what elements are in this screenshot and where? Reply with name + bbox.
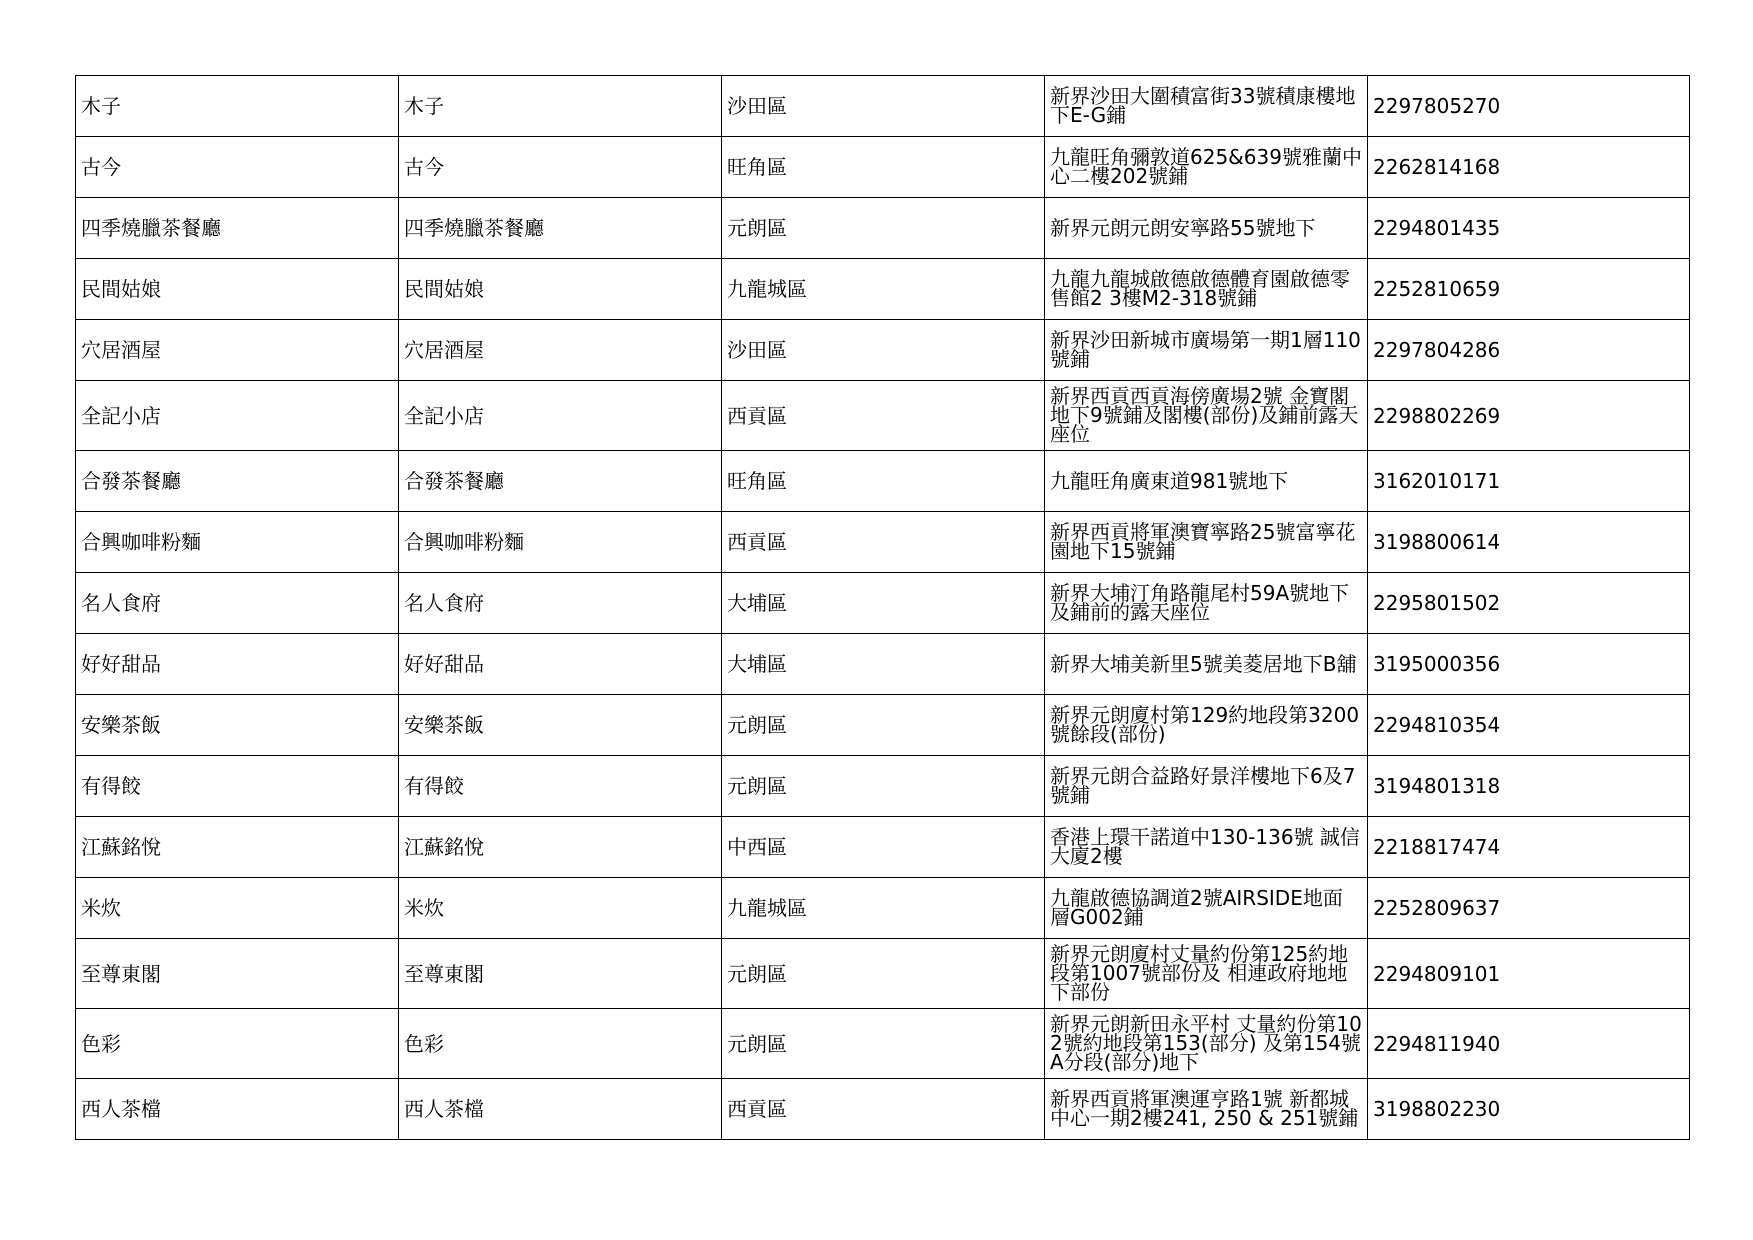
- district-cell: 九龍城區: [722, 259, 1045, 320]
- restaurant-name-alt-cell: 木子: [399, 76, 722, 137]
- phone-cell: 2295801502: [1368, 573, 1690, 634]
- restaurant-name-cell: 全記小店: [76, 381, 399, 451]
- address-cell: 新界元朗新田永平村 丈量約份第102號約地段第153(部分) 及第154號A分段(部分)地下: [1045, 1009, 1368, 1079]
- restaurant-name-alt-cell: 西人茶檔: [399, 1079, 722, 1140]
- restaurant-name-alt-cell: 合發茶餐廳: [399, 451, 722, 512]
- address-cell: 九龍啟德協調道2號AIRSIDE地面層G002鋪: [1045, 878, 1368, 939]
- restaurant-name-cell: 穴居酒屋: [76, 320, 399, 381]
- district-cell: 西貢區: [722, 381, 1045, 451]
- phone-cell: 2294811940: [1368, 1009, 1690, 1079]
- phone-cell: 2298802269: [1368, 381, 1690, 451]
- restaurant-name-cell: 名人食府: [76, 573, 399, 634]
- restaurant-name-alt-cell: 四季燒臘茶餐廳: [399, 198, 722, 259]
- address-cell: 新界大埔美新里5號美菱居地下B舖: [1045, 634, 1368, 695]
- table-row: [76, 817, 1690, 878]
- table-row: [76, 198, 1690, 259]
- table-row: [76, 695, 1690, 756]
- restaurant-name-alt-cell: 古今: [399, 137, 722, 198]
- district-cell: 大埔區: [722, 573, 1045, 634]
- restaurant-name-alt-cell: 民間姑娘: [399, 259, 722, 320]
- address-cell: 新界西貢將軍澳寶寧路25號富寧花園地下15號鋪: [1045, 512, 1368, 573]
- table-row: [76, 137, 1690, 198]
- district-cell: 元朗區: [722, 939, 1045, 1009]
- district-cell: 旺角區: [722, 451, 1045, 512]
- phone-cell: 3195000356: [1368, 634, 1690, 695]
- restaurant-name-cell: 至尊東閣: [76, 939, 399, 1009]
- district-cell: 西貢區: [722, 1079, 1045, 1140]
- restaurant-name-alt-cell: 江蘇銘悅: [399, 817, 722, 878]
- restaurant-name-cell: 西人茶檔: [76, 1079, 399, 1140]
- district-cell: 元朗區: [722, 1009, 1045, 1079]
- restaurant-name-cell: 好好甜品: [76, 634, 399, 695]
- restaurant-name-cell: 江蘇銘悅: [76, 817, 399, 878]
- restaurant-table: [75, 75, 1690, 1140]
- table-row: [76, 320, 1690, 381]
- restaurant-name-cell: 安樂茶飯: [76, 695, 399, 756]
- address-cell: 新界元朗元朗安寧路55號地下: [1045, 198, 1368, 259]
- district-cell: 元朗區: [722, 198, 1045, 259]
- address-cell: 新界沙田新城市廣場第一期1層110號鋪: [1045, 320, 1368, 381]
- address-cell: 新界元朗廈村第129約地段第3200號餘段(部份): [1045, 695, 1368, 756]
- restaurant-name-alt-cell: 至尊東閣: [399, 939, 722, 1009]
- restaurant-name-cell: 米炊: [76, 878, 399, 939]
- restaurant-name-cell: 木子: [76, 76, 399, 137]
- table-body: [76, 76, 1690, 1140]
- restaurant-name-alt-cell: 安樂茶飯: [399, 695, 722, 756]
- restaurant-name-cell: 色彩: [76, 1009, 399, 1079]
- district-cell: 西貢區: [722, 512, 1045, 573]
- restaurant-name-cell: 四季燒臘茶餐廳: [76, 198, 399, 259]
- table-row: [76, 259, 1690, 320]
- restaurant-name-alt-cell: 穴居酒屋: [399, 320, 722, 381]
- phone-cell: 3198802230: [1368, 1079, 1690, 1140]
- restaurant-name-alt-cell: 全記小店: [399, 381, 722, 451]
- table-row: [76, 756, 1690, 817]
- phone-cell: 3194801318: [1368, 756, 1690, 817]
- district-cell: 沙田區: [722, 76, 1045, 137]
- table-row: [76, 76, 1690, 137]
- district-cell: 元朗區: [722, 756, 1045, 817]
- district-cell: 元朗區: [722, 695, 1045, 756]
- restaurant-name-cell: 合發茶餐廳: [76, 451, 399, 512]
- phone-cell: 2297805270: [1368, 76, 1690, 137]
- district-cell: 旺角區: [722, 137, 1045, 198]
- district-cell: 九龍城區: [722, 878, 1045, 939]
- phone-cell: 2294809101: [1368, 939, 1690, 1009]
- table-row: [76, 451, 1690, 512]
- phone-cell: 3198800614: [1368, 512, 1690, 573]
- restaurant-name-cell: 民間姑娘: [76, 259, 399, 320]
- restaurant-name-alt-cell: 合興咖啡粉麵: [399, 512, 722, 573]
- phone-cell: 2294810354: [1368, 695, 1690, 756]
- restaurant-name-alt-cell: 色彩: [399, 1009, 722, 1079]
- address-cell: 九龍九龍城啟德啟德體育園啟德零售館2 3樓M2-318號鋪: [1045, 259, 1368, 320]
- district-cell: 沙田區: [722, 320, 1045, 381]
- address-cell: 香港上環干諾道中130-136號 誠信大廈2樓: [1045, 817, 1368, 878]
- phone-cell: 2252809637: [1368, 878, 1690, 939]
- restaurant-name-alt-cell: 名人食府: [399, 573, 722, 634]
- phone-cell: 2262814168: [1368, 137, 1690, 198]
- phone-cell: 3162010171: [1368, 451, 1690, 512]
- table-row: [76, 381, 1690, 451]
- phone-cell: 2218817474: [1368, 817, 1690, 878]
- district-cell: 中西區: [722, 817, 1045, 878]
- table-row: [76, 1009, 1690, 1079]
- restaurant-name-cell: 合興咖啡粉麵: [76, 512, 399, 573]
- table-row: [76, 634, 1690, 695]
- address-cell: 新界西貢將軍澳運亨路1號 新都城中心一期2樓241, 250 & 251號鋪: [1045, 1079, 1368, 1140]
- table-row: [76, 1079, 1690, 1140]
- address-cell: 新界元朗廈村丈量約份第125約地段第1007號部份及 相連政府地地下部份: [1045, 939, 1368, 1009]
- restaurant-name-alt-cell: 好好甜品: [399, 634, 722, 695]
- phone-cell: 2297804286: [1368, 320, 1690, 381]
- restaurant-name-cell: 古今: [76, 137, 399, 198]
- table-row: [76, 939, 1690, 1009]
- table-row: [76, 573, 1690, 634]
- restaurant-name-cell: 有得餃: [76, 756, 399, 817]
- address-cell: 九龍旺角廣東道981號地下: [1045, 451, 1368, 512]
- phone-cell: 2252810659: [1368, 259, 1690, 320]
- table-row: [76, 512, 1690, 573]
- restaurant-name-alt-cell: 米炊: [399, 878, 722, 939]
- address-cell: 新界元朗合益路好景洋樓地下6及7號鋪: [1045, 756, 1368, 817]
- phone-cell: 2294801435: [1368, 198, 1690, 259]
- address-cell: 九龍旺角彌敦道625&639號雅蘭中心二樓202號鋪: [1045, 137, 1368, 198]
- restaurant-name-alt-cell: 有得餃: [399, 756, 722, 817]
- address-cell: 新界西貢西貢海傍廣場2號 金寶閣地下9號鋪及閣樓(部份)及鋪前露天座位: [1045, 381, 1368, 451]
- address-cell: 新界大埔汀角路龍尾村59A號地下及鋪前的露天座位: [1045, 573, 1368, 634]
- district-cell: 大埔區: [722, 634, 1045, 695]
- address-cell: 新界沙田大圍積富街33號積康樓地下E-G鋪: [1045, 76, 1368, 137]
- table-row: [76, 878, 1690, 939]
